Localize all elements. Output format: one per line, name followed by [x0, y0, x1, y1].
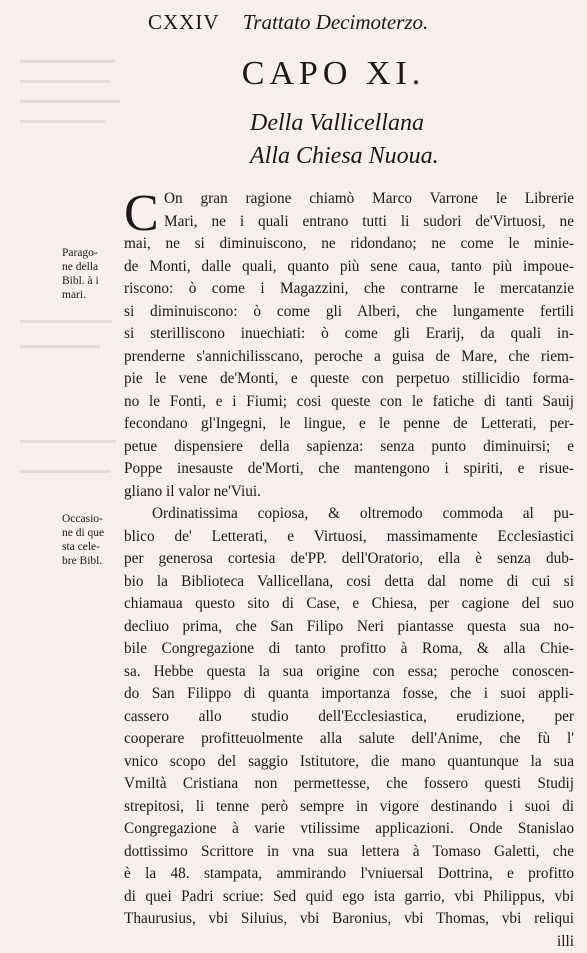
text-line: Poppe inesauste de'Morti, che mantengono i spiriti, e risue-: [124, 458, 574, 481]
margin-note-line: bre Bibl.: [62, 554, 122, 568]
text-line: riscono: ò come i Magazzini, che contrarne le mercatanzie: [124, 278, 574, 301]
text-line: bio la Biblioteca Vallicellana, cosi detta dal nome di cui si: [124, 571, 574, 594]
margin-note-comparison: [62, 246, 122, 302]
text-line: chiamaua questo sito di Case, e Chiesa, per cagione del suo: [124, 593, 574, 616]
text-line: Vmiltà Cristiana non permettesse, che fossero questi Studij: [124, 773, 574, 796]
margin-note-line: Occasio-: [62, 512, 122, 526]
text-line: per generosa cortesia de'PP. dell'Oratorio, ella è senza dub-: [124, 548, 574, 571]
text-line: petue dispensiere della sapienza: senza punto diminuirsi; e: [124, 436, 574, 459]
margin-note-line: ne della: [62, 260, 122, 274]
margin-note-line: ne di que: [62, 526, 122, 540]
text-line: cooperare profitteuolmente alla salute dell'Anime, che fù l': [124, 728, 574, 751]
text-line: On gran ragione chiamò Marco Varrone le Librerie: [164, 188, 574, 211]
text-line: illi: [124, 931, 574, 953]
margin-note-line: mari.: [62, 288, 122, 302]
text-line: mai, ne si diminuiscono, ne ridondano; ne come le minie-: [124, 233, 574, 256]
drop-cap: C: [124, 188, 159, 240]
text-line: Ordinatissima copiosa, & oltremodo commoda al pu-: [124, 503, 574, 526]
text-line: si sterilliscono inuechiati: ò come gli Erarij, da quali in-: [124, 323, 574, 346]
text-line: si diminuiscono: ò come gli Alberi, che lungamente fertili: [124, 301, 574, 324]
margin-note-line: Parago-: [62, 246, 122, 260]
text-line: prenderne s'annichilisscano, peroche a guisa de Mare, che riem-: [124, 346, 574, 369]
text-line: decliuo prima, che San Filipo Neri piantasse questa sua no-: [124, 616, 574, 639]
text-line: cassero allo studio dell'Ecclesiastica, erudizione, per: [124, 706, 574, 729]
text-line: do San Filippo di quanta importanza fosse, che i suoi appli-: [124, 683, 574, 706]
text-line: strepitosi, li tenne però sempre in vigore destinando i suoi di: [124, 796, 574, 819]
text-line: no le Fonti, e i Fiumi; cosi queste con le fatiche di tanti Sauij: [124, 391, 574, 414]
text-line: vnico scopo del saggio Istitutore, die mano quantunque la sua: [124, 751, 574, 774]
text-line: sa. Hebbe questa la sua origine con essa; peroche conoscen-: [124, 661, 574, 684]
text-line: Mari, ne i quali entrano tutti li sudori de'Virtuosi, ne: [164, 211, 574, 234]
running-title: Trattato Decimoterzo.: [243, 10, 429, 34]
margin-note-line: sta cele-: [62, 540, 122, 554]
running-header: [148, 10, 578, 35]
text-line: è la 48. stampata, ammirando l'vniuersal Dottrina, e profitto: [124, 863, 574, 886]
text-line: de Monti, dalle quali, quanto più sene caua, tanto più impoue-: [124, 256, 574, 279]
margin-note-occasion: [62, 512, 122, 568]
text-line: blico de' Letterati, e Virtuosi, massimamente Ecclesiastici: [124, 526, 574, 549]
text-line: di quei Padri scriue: Sed quid ego ista garrio, vbi Philippus, vbi: [124, 886, 574, 909]
margin-note-line: Bibl. à i: [62, 274, 122, 288]
chapter-subtitle-line-1: Della Vallicellana: [250, 110, 550, 137]
text-line: fecondano gl'Ingegni, le lingue, e le penne de Letterati, per-: [124, 413, 574, 436]
body-text: [124, 188, 574, 953]
chapter-title: CAPO XI.: [0, 55, 587, 93]
chapter-subtitle-line-2: Alla Chiesa Nuoua.: [250, 143, 550, 170]
text-line: dottissimo Scrittore in vna sua lettera à Tomaso Galetti, che: [124, 841, 574, 864]
text-line: gliano il valor ne'Viui.: [124, 481, 574, 504]
text-line: Thaurusius, vbi Siluius, vbi Baronius, vbi Thomas, vbi reliqui: [124, 908, 574, 931]
text-line: Congregazione à varie vtilissime applicazioni. Onde Stanislao: [124, 818, 574, 841]
text-line: bile Congregazione di tanto profitto à Roma, & alla Chie-: [124, 638, 574, 661]
text-line: pie le vene de'Monti, e queste con perpetuo stillicidio forma-: [124, 368, 574, 391]
folio-number: CXXIV: [148, 10, 220, 34]
